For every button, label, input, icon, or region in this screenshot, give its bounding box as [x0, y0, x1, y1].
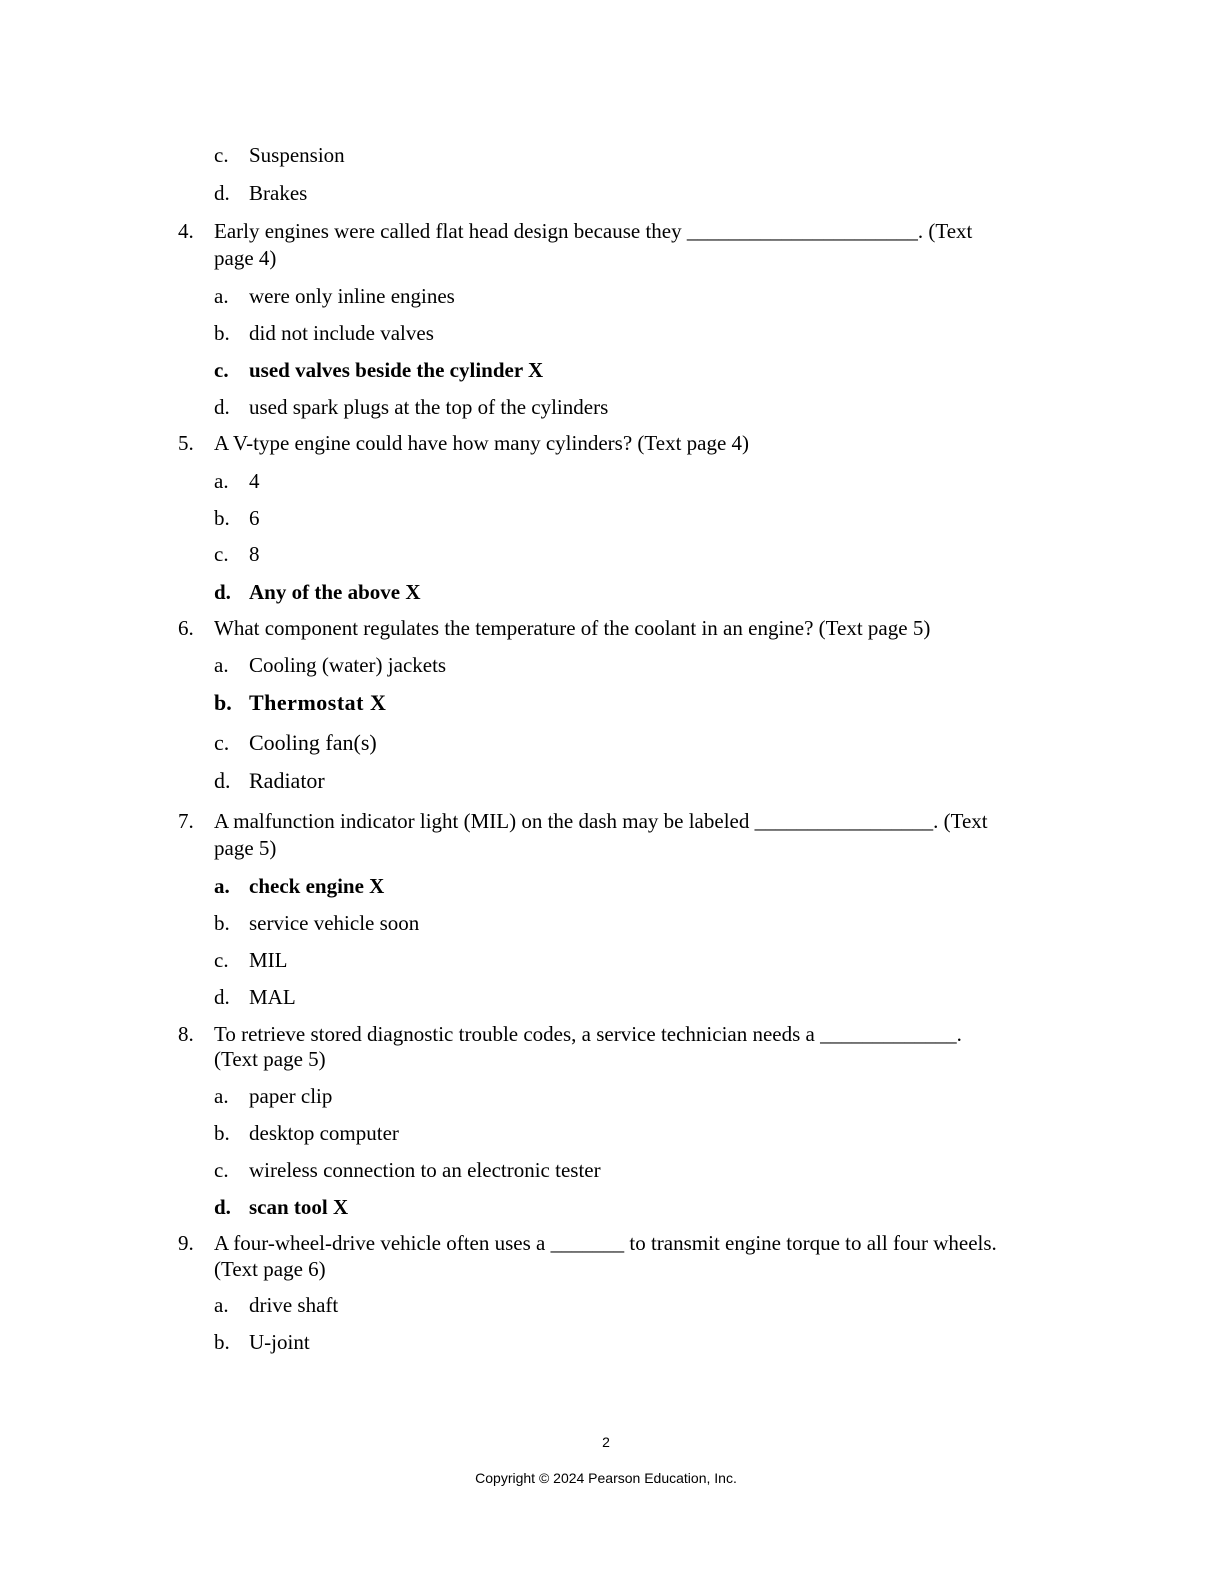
q7-option-d-letter: d.: [214, 985, 230, 1009]
q8-option-c-text: wireless connection to an electronic tester: [249, 1158, 601, 1182]
q5-option-c-letter: c.: [214, 542, 229, 566]
q5-option-d-text: Any of the above X: [249, 580, 421, 604]
q8-option-c-letter: c.: [214, 1158, 229, 1182]
q8-question-line1: To retrieve stored diagnostic trouble codes, a service technician needs a _____________.: [214, 1022, 962, 1046]
q6-option-c-text: Cooling fan(s): [249, 730, 377, 755]
q3-option-c-letter: c.: [214, 143, 229, 167]
q6-question-line1: What component regulates the temperature of the coolant in an engine? (Text page 5): [214, 616, 931, 640]
q8-option-a-text: paper clip: [249, 1084, 333, 1108]
q4-option-a-text: were only inline engines: [249, 284, 455, 308]
q7-option-c-text: MIL: [249, 948, 288, 972]
q6-option-d-text: Radiator: [249, 768, 325, 793]
q7-question-line1: A malfunction indicator light (MIL) on the dash may be labeled _________________. (Text: [214, 809, 988, 833]
q7-option-a-text: check engine X: [249, 874, 385, 898]
q7-number: 7.: [178, 809, 194, 833]
q4-option-b-text: did not include valves: [249, 321, 434, 345]
q6-option-a-text: Cooling (water) jackets: [249, 653, 447, 677]
q8-number: 8.: [178, 1022, 194, 1046]
q9-option-a-letter: a.: [214, 1293, 229, 1317]
q4-option-a-letter: a.: [214, 284, 229, 308]
q7-option-a-letter: a.: [214, 874, 230, 898]
q6-number: 6.: [178, 616, 194, 640]
q6-option-a-letter: a.: [214, 653, 229, 677]
page-number: 2: [602, 1434, 610, 1450]
q3-option-d-letter: d.: [214, 181, 230, 205]
q5-option-a-letter: a.: [214, 469, 229, 493]
q5-question-line1: A V-type engine could have how many cylinders? (Text page 4): [214, 431, 750, 455]
q7-option-d-text: MAL: [249, 985, 296, 1009]
q4-question-line1: Early engines were called flat head design because they ______________________. (Text: [214, 219, 973, 243]
q5-number: 5.: [178, 431, 194, 455]
q3-option-d-text: Brakes: [249, 181, 308, 205]
q6-option-b-text: Thermostat X: [249, 690, 387, 715]
q7-option-b-letter: b.: [214, 911, 230, 935]
q7-option-c-letter: c.: [214, 948, 229, 972]
q4-option-d-letter: d.: [214, 395, 230, 419]
q9-option-a-text: drive shaft: [249, 1293, 339, 1317]
q6-option-b-letter: b.: [214, 690, 232, 715]
copyright-notice: Copyright © 2024 Pearson Education, Inc.: [475, 1470, 737, 1486]
q4-question-line2: page 4): [214, 246, 277, 270]
q9-question-line1: A four-wheel-drive vehicle often uses a _______ to transmit engine torque to all four wheels.: [214, 1231, 997, 1255]
q5-option-b-text: 6: [249, 506, 260, 530]
q6-option-d-letter: d.: [214, 768, 231, 793]
q8-option-b-letter: b.: [214, 1121, 230, 1145]
q5-option-a-text: 4: [249, 469, 260, 493]
q8-option-b-text: desktop computer: [249, 1121, 399, 1145]
q4-option-d-text: used spark plugs at the top of the cylinders: [249, 395, 609, 419]
q6-option-c-letter: c.: [214, 730, 230, 755]
q9-option-b-text: U-joint: [249, 1330, 310, 1354]
q9-option-b-letter: b.: [214, 1330, 230, 1354]
q4-option-c-letter: c.: [214, 358, 229, 382]
q5-option-d-letter: d.: [214, 580, 231, 604]
q8-option-d-letter: d.: [214, 1195, 231, 1219]
q7-question-line2: page 5): [214, 836, 277, 860]
q5-option-b-letter: b.: [214, 506, 230, 530]
q7-option-b-text: service vehicle soon: [249, 911, 420, 935]
q8-option-a-letter: a.: [214, 1084, 229, 1108]
q8-question-line2: (Text page 5): [214, 1047, 326, 1071]
q5-option-c-text: 8: [249, 542, 260, 566]
q4-number: 4.: [178, 219, 194, 243]
q4-option-c-text: used valves beside the cylinder X: [249, 358, 544, 382]
q8-option-d-text: scan tool X: [249, 1195, 349, 1219]
q3-option-c-text: Suspension: [249, 143, 345, 167]
q9-number: 9.: [178, 1231, 194, 1255]
q4-option-b-letter: b.: [214, 321, 230, 345]
q9-question-line2: (Text page 6): [214, 1257, 326, 1281]
